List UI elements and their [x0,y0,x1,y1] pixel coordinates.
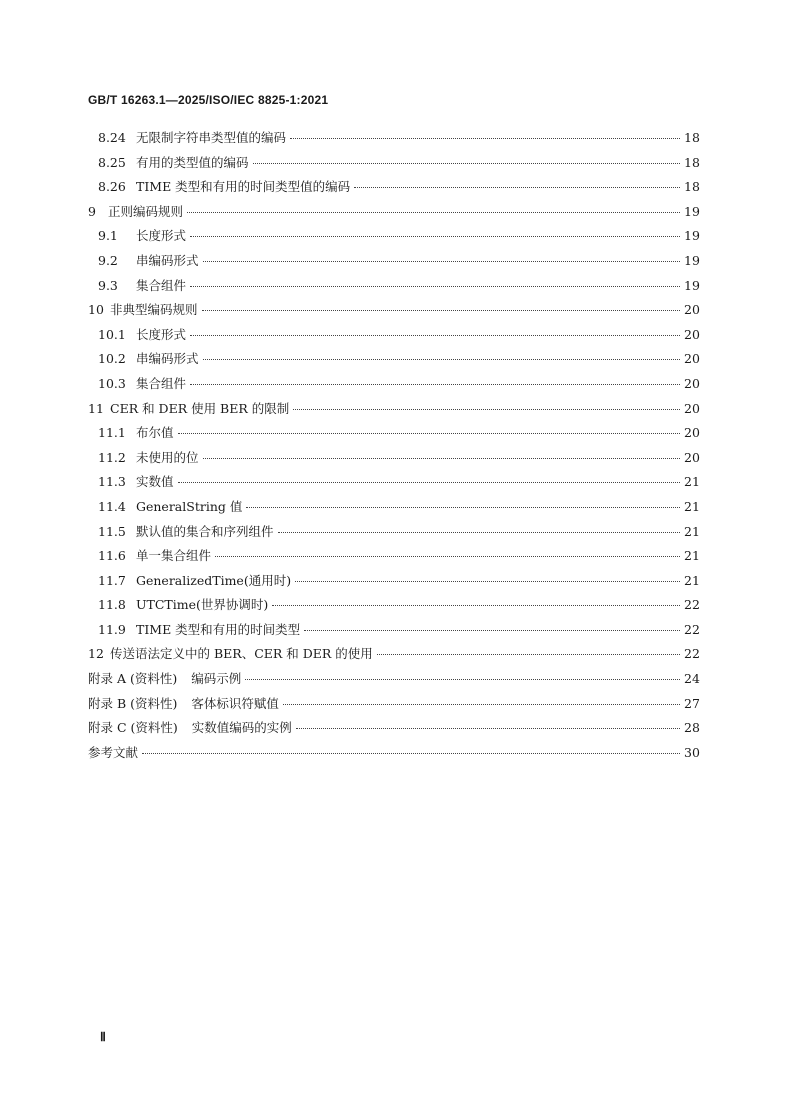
toc-dot-leader [296,728,680,729]
toc-entry-page: 18 [684,154,700,170]
toc-entry-title: 未使用的位 [136,449,199,465]
toc-entry[interactable] [88,694,698,719]
toc-entry-title: 客体标识符赋值 [191,695,279,711]
toc-entry-number: 8.24 [98,130,126,145]
toc-entry[interactable] [88,423,698,448]
toc-dot-leader [203,359,680,360]
toc-entry-title: 布尔值 [136,425,174,441]
toc-entry-page: 20 [684,302,700,318]
toc-dot-leader [354,187,680,188]
toc-entry-number: 11.7 [98,572,126,588]
toc-entry-page: 27 [684,695,700,711]
toc-entry-number: 9.1 [98,228,118,244]
toc-dot-leader [246,507,680,508]
toc-dot-leader [215,556,680,557]
toc-entry-page: 22 [684,597,700,613]
toc-entry-title: 串编码形式 [136,351,199,367]
toc-entry-title: 参考文献 [88,744,139,760]
toc-entry[interactable] [88,325,698,350]
toc-entry-page: 24 [684,671,700,687]
toc-entry-title: 长度形式 [136,326,187,342]
toc-entry[interactable] [88,300,698,325]
toc-dot-leader [304,630,680,631]
toc-dot-leader [377,654,680,655]
toc-entry[interactable] [88,251,698,276]
toc-entry-number: 11.2 [98,449,126,465]
toc-entry-title: 传送语法定义中的 BER、CER 和 DER 的使用 [110,646,373,662]
toc-entry-title: 编码示例 [191,671,242,687]
toc-entry-number: 9 [88,203,96,219]
toc-entry[interactable] [88,153,698,178]
toc-dot-leader [278,532,680,533]
toc-entry[interactable] [88,374,698,399]
page-number-footer: Ⅱ [100,1030,106,1044]
toc-dot-leader [178,433,680,434]
toc-dot-leader [203,261,680,262]
toc-entry-title: 集合组件 [136,375,187,391]
toc-entry-number: 附录 C (资料性) [88,720,178,736]
toc-entry[interactable] [88,571,698,596]
toc-entry-page: 30 [684,744,700,760]
toc-entry-title: 串编码形式 [136,252,199,268]
table-of-contents [88,128,698,767]
toc-entry-number: 9.3 [98,277,118,293]
toc-entry-number: 8.25 [98,154,126,170]
toc-entry-number: 10.3 [98,375,126,391]
toc-dot-leader [190,286,680,287]
toc-entry-page: 21 [684,572,700,588]
document-header: GB/T 16263.1—2025/ISO/IEC 8825-1:2021 [88,93,329,107]
toc-entry-page: 21 [684,498,700,514]
toc-entry[interactable] [88,669,698,694]
toc-entry-number: 12 [88,646,104,662]
toc-entry[interactable] [88,644,698,669]
toc-dot-leader [203,458,680,459]
toc-dot-leader [253,163,680,164]
toc-dot-leader [245,679,680,680]
toc-entry[interactable] [88,743,698,768]
toc-entry-title: TIME 类型和有用的时间类型值的编码 [136,179,351,195]
toc-entry[interactable] [88,448,698,473]
toc-entry-number: 11.6 [98,548,126,564]
toc-dot-leader [290,138,680,139]
toc-entry-title: UTCTime(世界协调时) [136,597,269,613]
toc-entry-number: 附录 A (资料性) [88,671,178,687]
toc-entry-number: 10 [88,302,104,318]
toc-entry-title: 集合组件 [136,277,187,293]
toc-entry[interactable] [88,472,698,497]
toc-entry-page: 28 [684,720,700,736]
toc-entry[interactable] [88,522,698,547]
toc-entry-page: 20 [684,425,700,441]
toc-entry-number: 11.8 [98,597,126,613]
toc-entry-page: 22 [684,621,700,637]
toc-entry-page: 20 [684,326,700,342]
toc-entry[interactable] [88,595,698,620]
toc-dot-leader [187,212,680,213]
toc-dot-leader [178,482,680,483]
toc-entry-page: 22 [684,646,700,662]
toc-entry-page: 19 [684,203,700,219]
toc-entry-page: 19 [684,228,700,244]
toc-dot-leader [272,605,680,606]
toc-entry[interactable] [88,226,698,251]
toc-entry-title: TIME 类型和有用的时间类型 [136,621,301,637]
toc-dot-leader [190,236,680,237]
toc-entry-title: 长度形式 [136,228,187,244]
toc-entry[interactable] [88,620,698,645]
toc-entry-title: 单一集合组件 [136,548,212,564]
toc-dot-leader [142,753,680,754]
toc-entry-page: 21 [684,548,700,564]
toc-entry[interactable] [88,128,698,153]
toc-entry-number: 附录 B (资料性) [88,695,178,711]
toc-entry-title: CER 和 DER 使用 BER 的限制 [110,400,290,416]
toc-entry-page: 21 [684,523,700,539]
toc-entry-number: 11.1 [98,425,126,441]
toc-entry-number: 11.4 [98,498,126,514]
toc-entry-page: 18 [684,130,700,145]
toc-entry-title: 正则编码规则 [108,203,184,219]
toc-entry-title: 非典型编码规则 [110,302,198,318]
toc-dot-leader [283,704,680,705]
toc-entry[interactable] [88,497,698,522]
toc-entry-page: 20 [684,449,700,465]
toc-entry-number: 10.1 [98,326,126,342]
toc-entry-page: 18 [684,179,700,195]
toc-entry[interactable] [88,202,698,227]
toc-entry[interactable] [88,349,698,374]
toc-entry-title: GeneralizedTime(通用时) [136,572,292,588]
toc-dot-leader [295,581,680,582]
toc-entry-title: 有用的类型值的编码 [136,154,249,170]
toc-entry-number: 11.3 [98,474,126,490]
toc-entry-page: 21 [684,474,700,490]
toc-entry-page: 19 [684,277,700,293]
toc-entry-number: 10.2 [98,351,126,367]
toc-dot-leader [293,409,680,410]
toc-entry[interactable] [88,177,698,202]
toc-entry-title: 默认值的集合和序列组件 [136,523,274,539]
toc-dot-leader [190,335,680,336]
toc-entry-page: 20 [684,375,700,391]
toc-entry-page: 20 [684,400,700,416]
toc-entry-number: 8.26 [98,179,126,195]
toc-entry-title: 无限制字符串类型值的编码 [136,130,287,145]
toc-entry-number: 9.2 [98,252,118,268]
toc-entry[interactable] [88,399,698,424]
toc-entry-number: 11.5 [98,523,126,539]
toc-entry-page: 19 [684,252,700,268]
toc-entry-title: 实数值 [136,474,174,490]
toc-entry-page: 20 [684,351,700,367]
toc-entry-number: 11.9 [98,621,126,637]
toc-entry-number: 11 [88,400,104,416]
toc-entry-title: 实数值编码的实例 [191,720,292,736]
toc-entry[interactable] [88,718,698,743]
toc-entry[interactable] [88,276,698,301]
toc-entry[interactable] [88,546,698,571]
toc-dot-leader [190,384,680,385]
toc-dot-leader [202,310,680,311]
toc-entry-title: GeneralString 值 [136,498,243,514]
